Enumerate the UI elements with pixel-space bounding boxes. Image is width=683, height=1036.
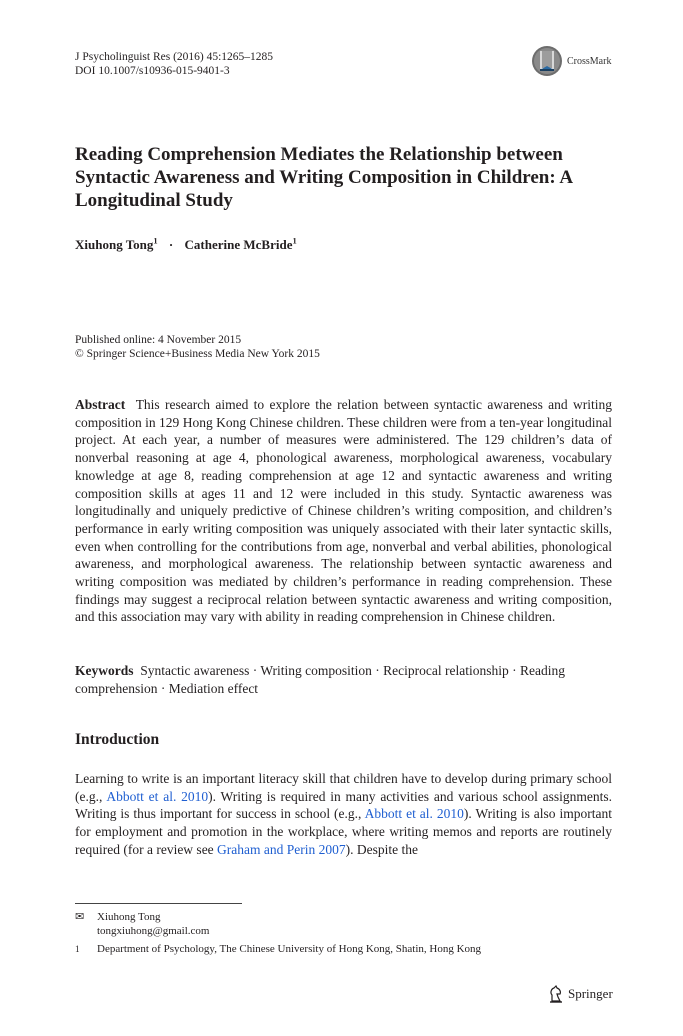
citation-link[interactable]: Abbott et al. 2010 bbox=[106, 788, 209, 804]
publisher-name: Springer bbox=[568, 986, 613, 1001]
crossmark-icon bbox=[531, 45, 563, 77]
keywords-text: Syntactic awareness · Writing composition · Reciprocal relationship · Reading comprehension · Mediation effect bbox=[75, 663, 565, 696]
affiliation-mark: 1 bbox=[75, 944, 80, 954]
section-heading-introduction: Introduction bbox=[75, 731, 160, 748]
crossmark-label: CrossMark bbox=[567, 55, 612, 67]
corresponding-name: Xiuhong Tong bbox=[97, 911, 161, 923]
footnotes bbox=[75, 910, 481, 961]
springer-logo bbox=[548, 985, 613, 1003]
crossmark-badge[interactable] bbox=[531, 45, 611, 77]
author-name[interactable]: Xiuhong Tong$^1$ bbox=[75, 236, 158, 253]
author-separator: · bbox=[168, 237, 174, 253]
article-title: Reading Comprehension Mediates the Relationship between Syntactic Awareness and Writing Composition in Children: A Longitudinal Study bbox=[75, 144, 573, 211]
abstract bbox=[75, 396, 612, 626]
author-name[interactable]: Catherine McBride$^1$ bbox=[184, 236, 297, 253]
citation-link[interactable]: Abbott et al. 2010 bbox=[364, 806, 464, 822]
corresponding-author bbox=[75, 910, 481, 938]
published-date: Published online: 4 November 2015 bbox=[75, 334, 242, 346]
journal-citation: J Psycholinguist Res (2016) 45:1265–1285 bbox=[75, 51, 274, 63]
affiliation-text: Department of Psychology, The Chinese University of Hong Kong, Shatin, Hong Kong bbox=[97, 943, 482, 955]
doi: DOI 10.1007/s10936-015-9401-3 bbox=[75, 65, 230, 77]
footnote-divider bbox=[75, 903, 242, 904]
springer-horse-icon bbox=[548, 985, 564, 1003]
abstract-text: This research aimed to explore the relation between syntactic awareness and writing composition in 129 Hong Kong Chinese children. These children were from a ten-year longitudinal project. At each year, a number of measures were administered. The 129 children’s data of nonverbal reasoning at age 4, phonological awareness, morphological awareness, vocabulary knowledge at age 8, reading comprehension at age 12 and syntactic awareness and writing composition skills at ages 11 and 12 were included in this study. Syntactic awareness was longitudinally and uniquely predictive of Chinese children’s writing composition, and children’s performance in early writing composition was uniquely associated with their later syntactic skills, even when controlling for the contributions from age, nonverbal and verbal abilities, phonological awareness, and morphological awareness. The relationship between syntactic awareness and writing composition was mediated by children’s performance in reading comprehension. These findings may suggest a reciprocal relation between syntactic awareness and writing composition, and this association may vary with ability in reading comprehension in Chinese children. bbox=[75, 397, 612, 625]
publication-info bbox=[75, 333, 320, 361]
affiliation bbox=[75, 942, 481, 961]
author-list bbox=[75, 236, 297, 253]
citation-link[interactable]: Graham and Perin 2007 bbox=[217, 841, 346, 857]
introduction-paragraph: Learning to write is an important literacy skill that children have to develop during primary school (e.g., Abbott et al. 2010). Writing is required in many activities and various school assignments. Writing is thus important for success in school (e.g., Abbott et al. 2010). Writing is also important for employment and promotion in the workplace, where writing memos and reports are routinely required (for a review see Graham and Perin 2007). Despite the bbox=[75, 771, 613, 857]
journal-header bbox=[75, 50, 273, 78]
abstract-label: Abstract bbox=[75, 397, 126, 412]
keywords bbox=[75, 662, 612, 697]
envelope-icon: ✉ bbox=[75, 911, 85, 923]
copyright: © Springer Science+Business Media New York 2015 bbox=[75, 348, 320, 360]
keywords-label: Keywords bbox=[75, 663, 134, 678]
corresponding-email[interactable]: tongxiuhong@gmail.com bbox=[97, 925, 210, 937]
